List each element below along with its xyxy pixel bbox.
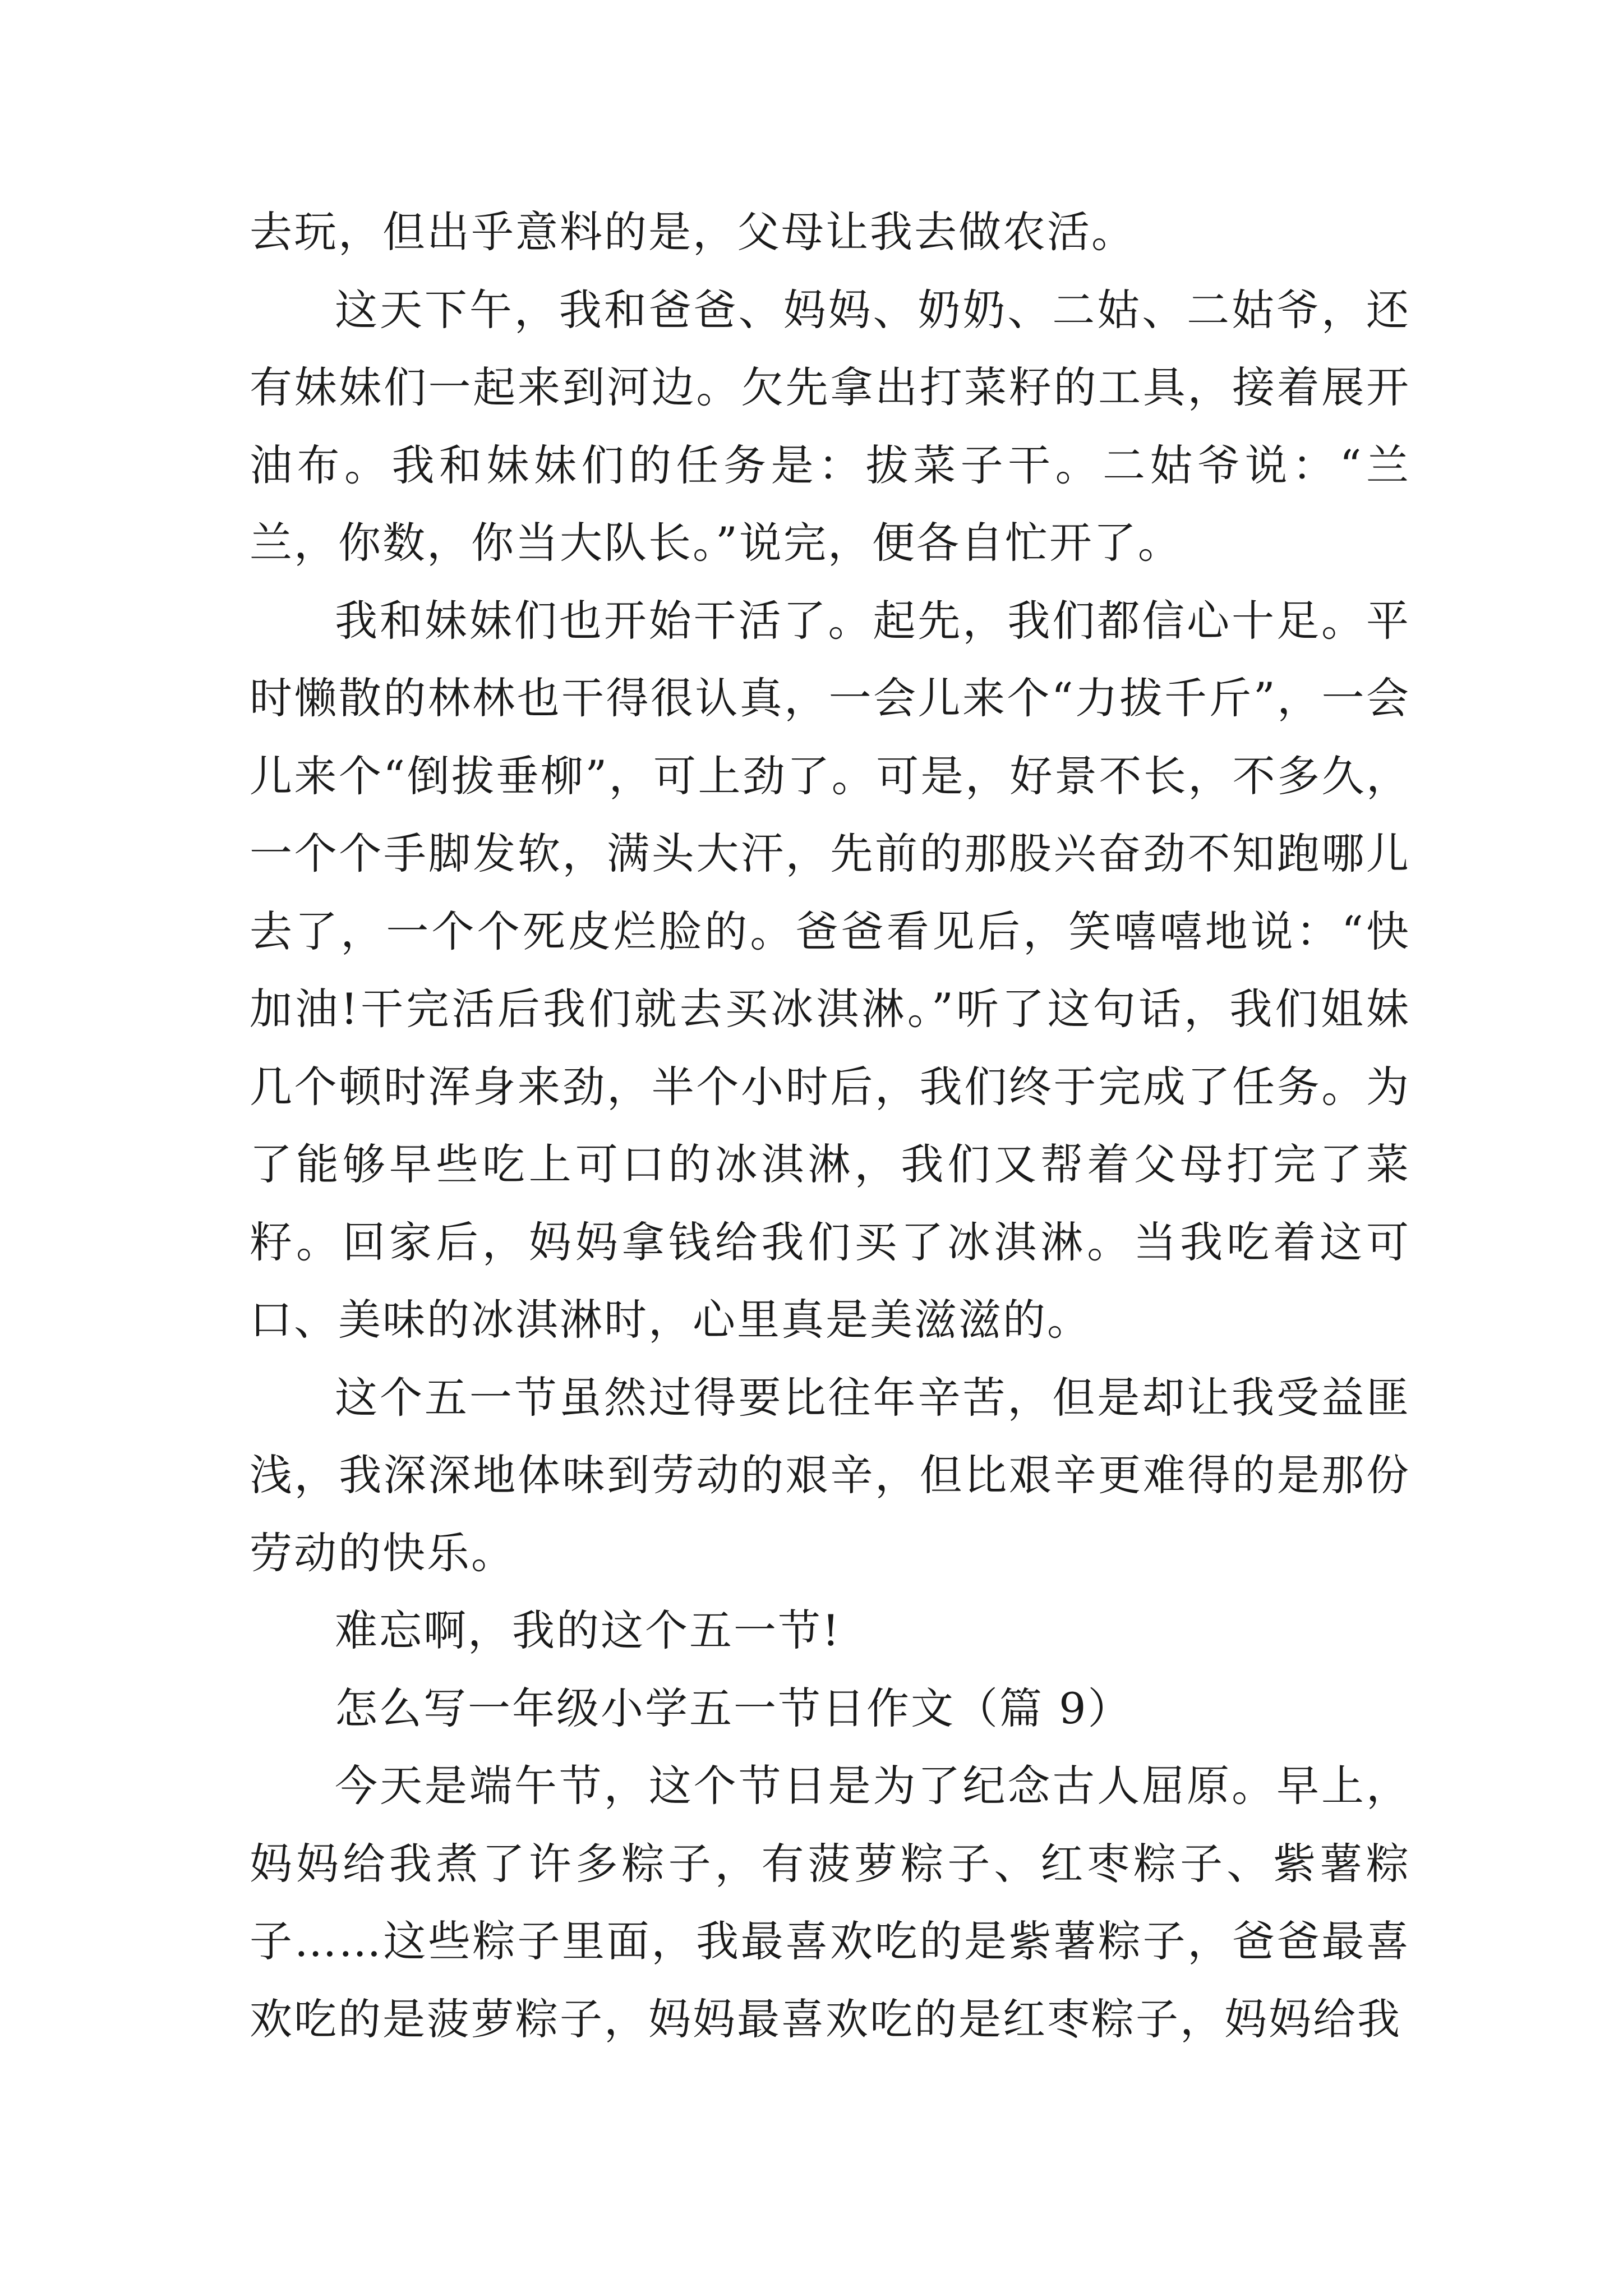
paragraph-dragon-boat: 今天是端午节，这个节日是为了纪念古人屈原。早上，妈妈给我煮了许多粽子，有菠萝粽子、红枣粽子、紫薯粽子……这些粽子里面，我最喜欢吃的是紫薯粽子，爸爸最喜欢吃的是菠萝粽子，妈妈最喜欢吃的是红枣粽子，妈妈给我 (250, 1761, 1410, 2044)
paragraph-continuation: 去玩，但出乎意料的是，父母让我去做农活。 (250, 207, 1136, 257)
paragraph-unforgettable: 难忘啊，我的这个五一节! (335, 1605, 841, 1655)
essay-heading: 怎么写一年级小学五一节日作文（篇 9） (335, 1683, 1132, 1733)
paragraph-riverside: 这天下午，我和爸爸、妈妈、奶奶、二姑、二姑爷，还有妹妹们一起来到河边。欠先拿出打菜籽的工具，接着展开油布。我和妹妹们的任务是：拔菜子干。二姑爷说：“兰兰，你数，你当大队长。”说完，便各自忙开了。 (250, 284, 1410, 568)
paragraph-reflection: 这个五一节虽然过得要比往年辛苦，但是却让我受益匪浅，我深深地体味到劳动的艰辛，但比艰辛更难得的是那份劳动的快乐。 (250, 1372, 1410, 1578)
document-body (250, 194, 1410, 2058)
paragraph-working: 我和妹妹们也开始干活了。起先，我们都信心十足。平时懒散的林林也干得很认真，一会儿来个“力拔千斤”，一会儿来个“倒拔垂柳”，可上劲了。可是，好景不长，不多久，一个个手脚发软，满头大汗，先前的那股兴奋劲不知跑哪儿去了，一个个死皮烂脸的。爸爸看见后，笑嘻嘻地说：“快加油!干完活后我们就去买冰淇淋。”听了这句话，我们姐妹几个顿时浑身来劲，半个小时后，我们终于完成了任务。为了能够早些吃上可口的冰淇淋，我们又帮着父母打完了菜籽。回家后，妈妈拿钱给我们买了冰淇淋。当我吃着这可口、美味的冰淇淋时，心里真是美滋滋的。 (250, 595, 1410, 1345)
